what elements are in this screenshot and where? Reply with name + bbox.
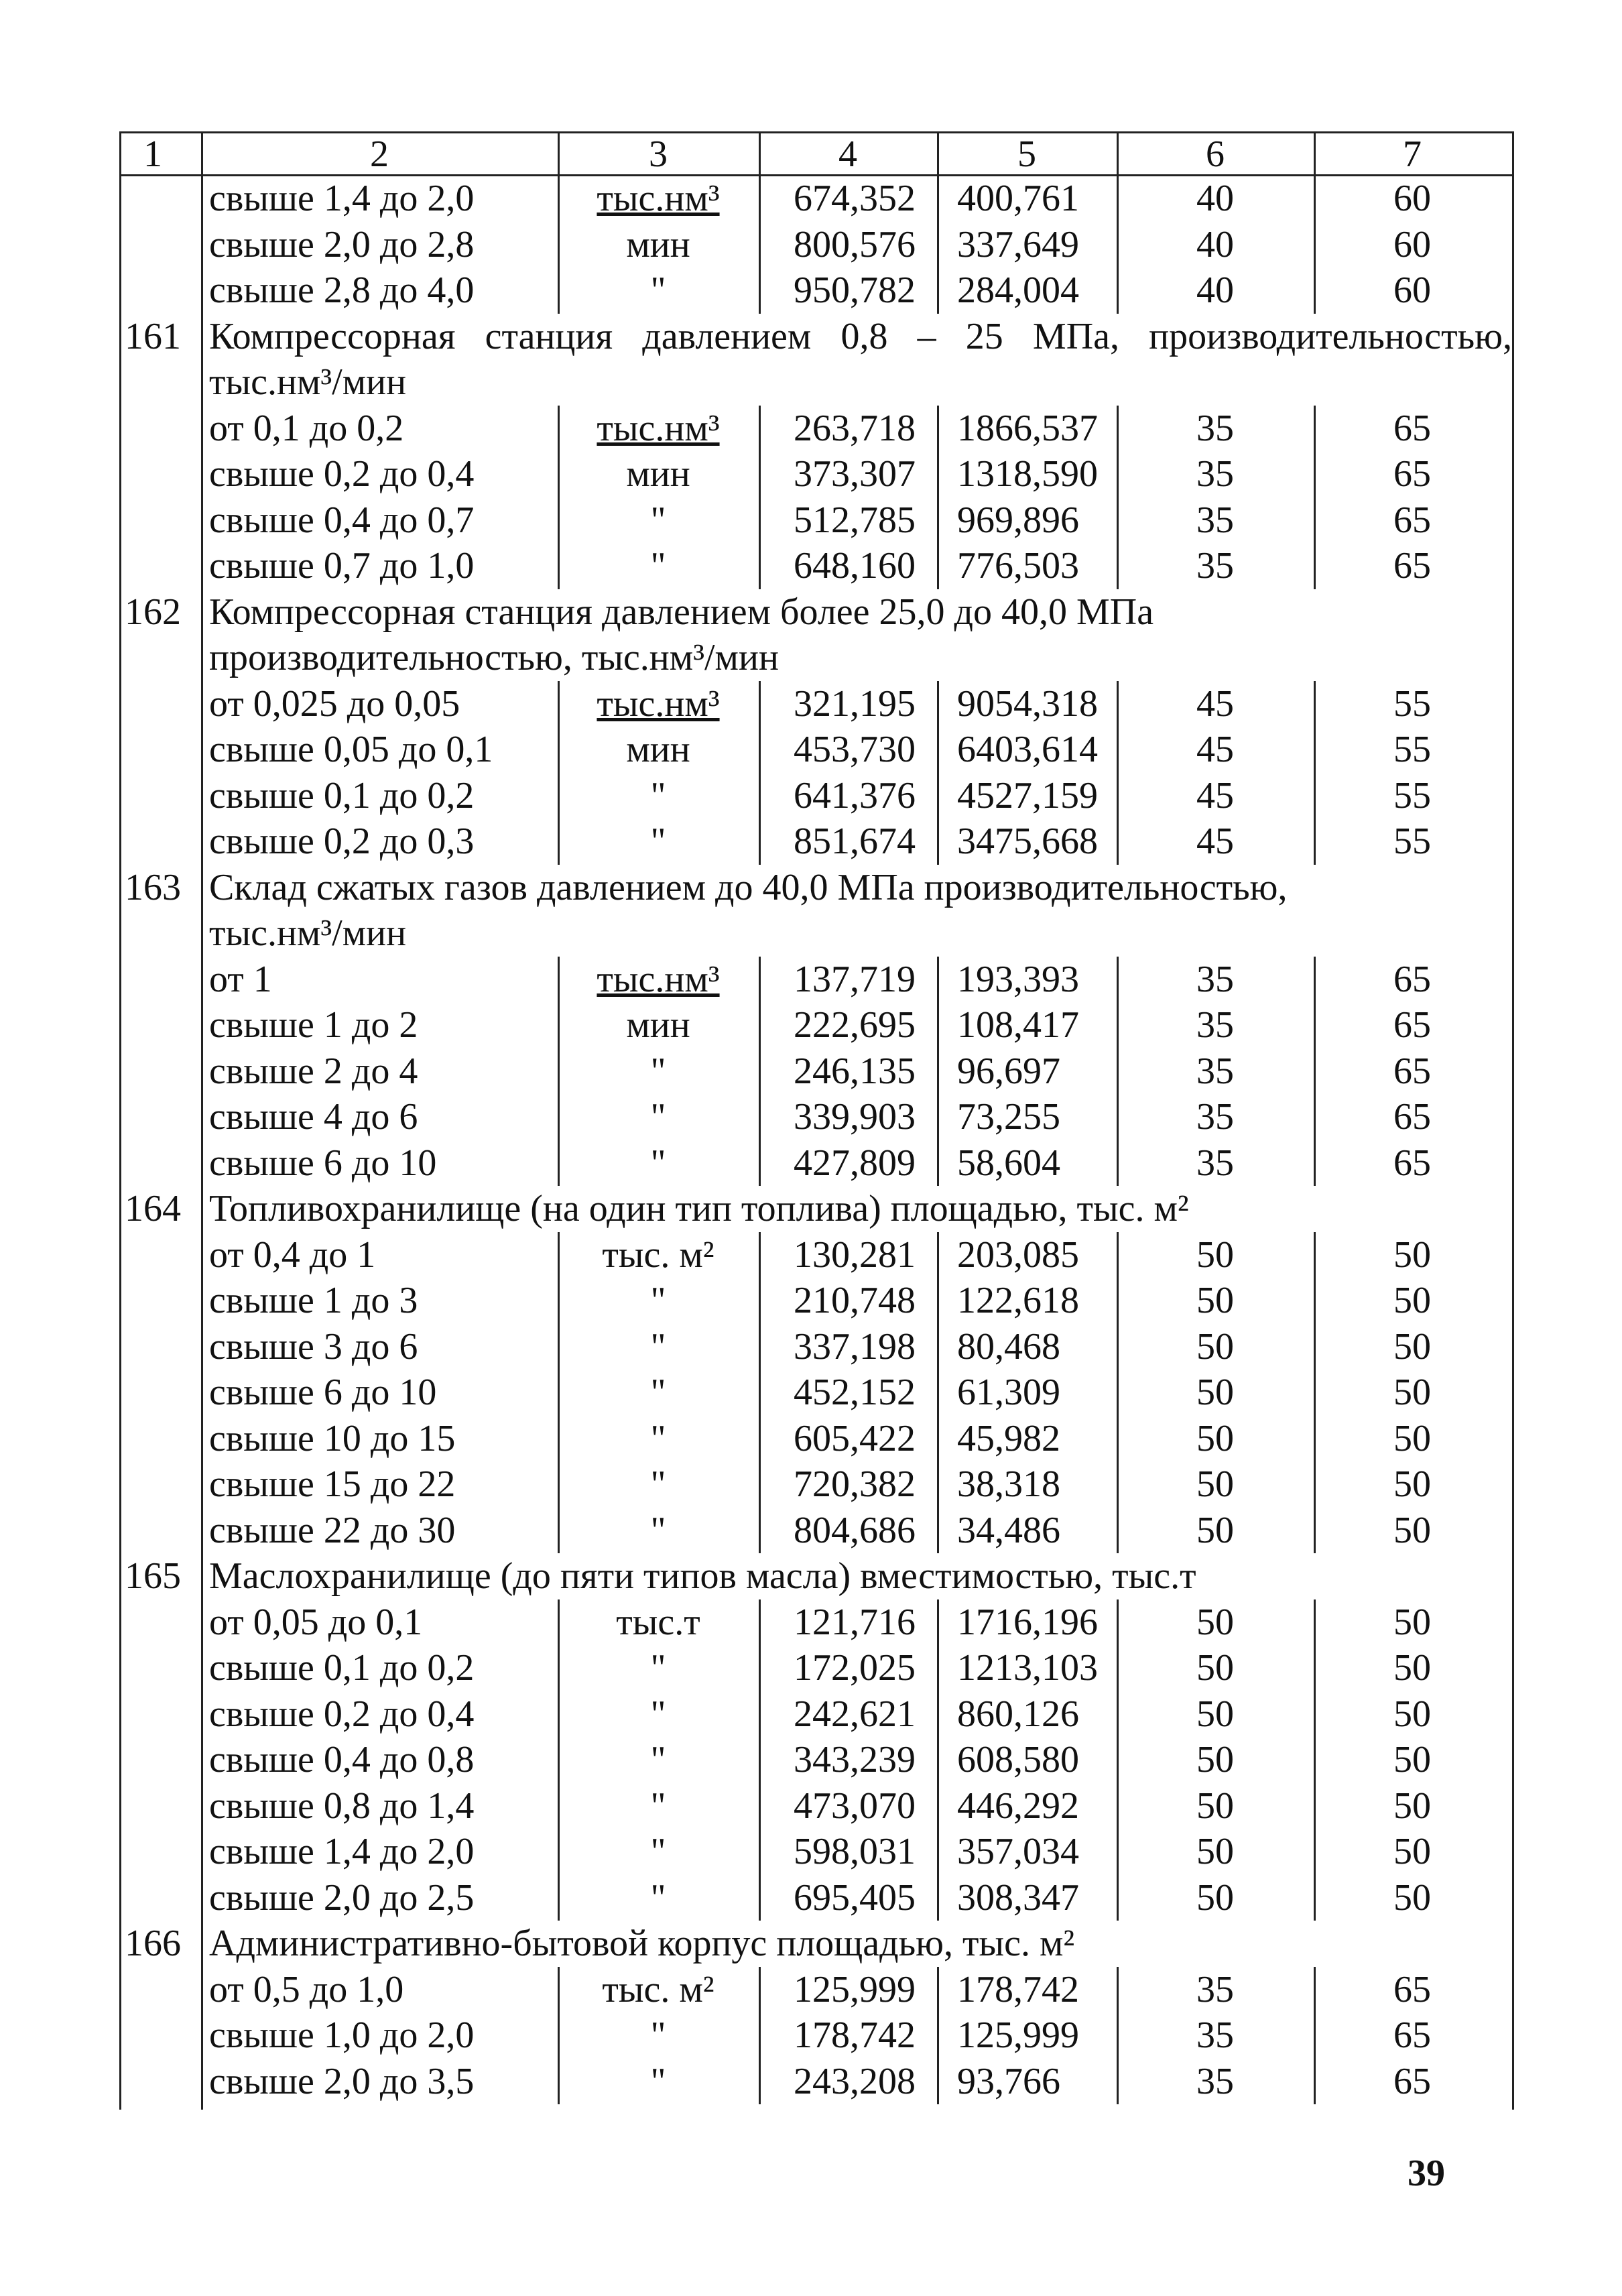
range-label: свыше 1 до 3 [209, 1280, 418, 1321]
value-col4: 121,716 [794, 1601, 916, 1643]
value-col6: 40 [1196, 178, 1234, 219]
value-col5: 178,742 [957, 1968, 1079, 2010]
value-col6: 50 [1196, 1417, 1234, 1459]
column-rule [937, 957, 939, 1187]
range-label: свыше 0,1 до 0,2 [209, 1647, 475, 1689]
value-col5: 400,761 [957, 178, 1079, 219]
value-col6: 45 [1196, 729, 1234, 770]
value-col4: 641,376 [794, 774, 916, 817]
value-col7: 65 [1393, 407, 1431, 449]
column-rule [937, 681, 939, 865]
unit-label: мин [626, 223, 690, 265]
item-caption: Административно-бытовой корпус площадью, тыс. м² [209, 1923, 1075, 1964]
unit-label: тыс.нм³ [597, 178, 720, 219]
value-col5: 38,318 [957, 1463, 1060, 1505]
value-col7: 50 [1393, 1693, 1431, 1735]
range-label: от 0,05 до 0,1 [209, 1601, 423, 1643]
value-col4: 800,576 [794, 223, 916, 265]
value-col6: 50 [1196, 1739, 1234, 1780]
value-col7: 65 [1393, 958, 1431, 1000]
range-label: свыше 2,0 до 3,5 [209, 2060, 475, 2102]
column-header: 6 [1206, 133, 1225, 175]
value-col5: 608,580 [957, 1739, 1079, 1780]
value-col5: 58,604 [957, 1142, 1060, 1184]
value-col6: 35 [1196, 958, 1234, 1000]
value-col5: 6403,614 [957, 729, 1098, 770]
value-col4: 674,352 [794, 178, 916, 219]
value-col4: 321,195 [794, 682, 916, 725]
value-col5: 860,126 [957, 1693, 1079, 1735]
range-label: свыше 1,0 до 2,0 [209, 2014, 475, 2056]
range-label: свыше 1,4 до 2,0 [209, 178, 475, 219]
unit-label: " [650, 2060, 666, 2102]
item-caption-continued: тыс.нм³/мин [209, 361, 407, 403]
value-col7: 65 [1393, 1968, 1431, 2010]
value-col7: 65 [1393, 499, 1431, 541]
value-col4: 172,025 [794, 1647, 916, 1689]
range-label: свыше 2 до 4 [209, 1050, 418, 1092]
unit-label: " [650, 1509, 666, 1551]
unit-label: " [650, 1096, 666, 1138]
range-label: свыше 2,8 до 4,0 [209, 269, 475, 311]
value-col5: 776,503 [957, 545, 1079, 587]
unit-label: " [650, 1647, 666, 1689]
item-caption: Топливохранилище (на один тип топлива) площадью, тыс. м² [209, 1188, 1189, 1229]
value-col7: 50 [1393, 1463, 1431, 1505]
value-col5: 9054,318 [957, 682, 1098, 725]
column-header: 2 [370, 133, 389, 175]
range-label: свыше 22 до 30 [209, 1509, 456, 1551]
value-col4: 343,239 [794, 1739, 916, 1780]
value-col5: 45,982 [957, 1417, 1060, 1459]
unit-label: " [650, 545, 666, 587]
range-label: свыше 1 до 2 [209, 1004, 418, 1046]
value-col4: 373,307 [794, 453, 916, 495]
value-col6: 50 [1196, 1876, 1234, 1919]
value-col5: 969,896 [957, 499, 1079, 541]
value-col4: 452,152 [794, 1372, 916, 1413]
column-rule [937, 1967, 939, 2105]
value-col4: 242,621 [794, 1693, 916, 1735]
value-col6: 50 [1196, 1785, 1234, 1827]
value-col7: 50 [1393, 1831, 1431, 1872]
value-col5: 108,417 [957, 1004, 1079, 1046]
value-col7: 50 [1393, 1601, 1431, 1643]
item-number: 166 [125, 1923, 181, 1964]
range-label: свыше 15 до 22 [209, 1463, 456, 1505]
value-col4: 605,422 [794, 1417, 916, 1459]
value-col4: 695,405 [794, 1876, 916, 1919]
value-col5: 1318,590 [957, 453, 1098, 495]
range-label: свыше 10 до 15 [209, 1417, 456, 1459]
unit-label: " [650, 1142, 666, 1184]
value-col5: 203,085 [957, 1233, 1079, 1276]
value-col6: 45 [1196, 821, 1234, 862]
item-caption: Маслохранилище (до пяти типов масла) вместимостью, тыс.т [209, 1555, 1196, 1597]
value-col7: 60 [1393, 223, 1431, 265]
value-col7: 50 [1393, 1509, 1431, 1551]
item-number: 162 [125, 591, 181, 633]
value-col7: 50 [1393, 1739, 1431, 1780]
value-col4: 473,070 [794, 1785, 916, 1827]
value-col4: 178,742 [794, 2014, 916, 2056]
value-col5: 446,292 [957, 1785, 1079, 1827]
value-col4: 339,903 [794, 1096, 916, 1138]
range-label: свыше 6 до 10 [209, 1372, 437, 1413]
range-label: свыше 4 до 6 [209, 1096, 418, 1138]
value-col6: 35 [1196, 407, 1234, 449]
value-col5: 193,393 [957, 958, 1079, 1000]
value-col4: 804,686 [794, 1509, 916, 1551]
range-label: свыше 1,4 до 2,0 [209, 1831, 475, 1872]
value-col7: 65 [1393, 1004, 1431, 1046]
value-col6: 35 [1196, 2060, 1234, 2102]
value-col7: 65 [1393, 1050, 1431, 1092]
value-col4: 337,198 [794, 1325, 916, 1368]
range-label: от 0,4 до 1 [209, 1233, 376, 1276]
value-col7: 50 [1393, 1325, 1431, 1368]
unit-label: " [650, 774, 666, 817]
value-col7: 50 [1393, 1280, 1431, 1321]
value-col6: 35 [1196, 1142, 1234, 1184]
value-col5: 96,697 [957, 1050, 1060, 1092]
unit-label: " [650, 269, 666, 311]
value-col6: 50 [1196, 1463, 1234, 1505]
unit-label: тыс.нм³ [597, 407, 720, 449]
value-col7: 60 [1393, 178, 1431, 219]
value-col4: 427,809 [794, 1142, 916, 1184]
value-col5: 125,999 [957, 2014, 1079, 2056]
range-label: свыше 0,8 до 1,4 [209, 1785, 475, 1827]
value-col7: 50 [1393, 1372, 1431, 1413]
value-col5: 284,004 [957, 269, 1079, 311]
value-col6: 40 [1196, 269, 1234, 311]
value-col7: 55 [1393, 729, 1431, 770]
value-col5: 1716,196 [957, 1601, 1098, 1643]
column-rule [937, 1232, 939, 1554]
unit-label: " [650, 1050, 666, 1092]
value-col4: 130,281 [794, 1233, 916, 1276]
value-col4: 137,719 [794, 958, 916, 1000]
range-label: свыше 0,1 до 0,2 [209, 774, 475, 817]
unit-label: " [650, 2014, 666, 2056]
value-col5: 308,347 [957, 1876, 1079, 1919]
unit-label: " [650, 1463, 666, 1505]
value-col7: 65 [1393, 2014, 1431, 2056]
column-header: 1 [143, 133, 162, 175]
value-col6: 45 [1196, 682, 1234, 725]
value-col7: 65 [1393, 2060, 1431, 2102]
value-col6: 35 [1196, 1096, 1234, 1138]
value-col5: 73,255 [957, 1096, 1060, 1138]
value-col4: 263,718 [794, 407, 916, 449]
range-label: свыше 0,7 до 1,0 [209, 545, 475, 587]
range-label: свыше 2,0 до 2,8 [209, 223, 475, 265]
value-col7: 50 [1393, 1233, 1431, 1276]
item-caption-continued: производительностью, тыс.нм³/мин [209, 637, 779, 678]
column-header: 5 [1017, 133, 1036, 175]
unit-label: тыс.т [616, 1601, 700, 1643]
item-caption-continued: тыс.нм³/мин [209, 912, 407, 954]
range-label: от 0,5 до 1,0 [209, 1968, 404, 2010]
value-col6: 50 [1196, 1647, 1234, 1689]
value-col5: 337,649 [957, 223, 1079, 265]
unit-label: тыс. м² [602, 1233, 714, 1276]
value-col6: 35 [1196, 499, 1234, 541]
value-col4: 222,695 [794, 1004, 916, 1046]
value-col6: 50 [1196, 1372, 1234, 1413]
item-caption: Компрессорная станция давлением 0,8 – 25 МПа, производительностью, [209, 315, 1512, 357]
unit-label: " [650, 1831, 666, 1872]
value-col6: 50 [1196, 1233, 1234, 1276]
value-col7: 50 [1393, 1647, 1431, 1689]
item-number: 165 [125, 1555, 181, 1597]
value-col7: 55 [1393, 682, 1431, 725]
value-col6: 35 [1196, 1050, 1234, 1092]
value-col7: 50 [1393, 1876, 1431, 1919]
right-border-rule [1512, 176, 1514, 2110]
value-col7: 65 [1393, 453, 1431, 495]
value-col4: 512,785 [794, 499, 916, 541]
unit-label: мин [626, 729, 690, 770]
value-col4: 453,730 [794, 729, 916, 770]
value-col6: 50 [1196, 1280, 1234, 1321]
number-column-rule [201, 176, 203, 2110]
column-header: 3 [649, 133, 668, 175]
unit-label: " [650, 1876, 666, 1919]
value-col6: 50 [1196, 1831, 1234, 1872]
value-col4: 950,782 [794, 269, 916, 311]
range-label: свыше 0,05 до 0,1 [209, 729, 493, 770]
unit-label: мин [626, 1004, 690, 1046]
value-col6: 35 [1196, 1004, 1234, 1046]
value-col7: 50 [1393, 1417, 1431, 1459]
page-number: 39 [1408, 2153, 1445, 2194]
unit-label: тыс.нм³ [597, 682, 720, 725]
unit-label: " [650, 821, 666, 862]
value-col5: 4527,159 [957, 774, 1098, 817]
value-col6: 50 [1196, 1601, 1234, 1643]
range-label: от 0,025 до 0,05 [209, 682, 460, 725]
range-label: от 1 [209, 958, 272, 1000]
range-label: свыше 0,2 до 0,4 [209, 453, 475, 495]
value-col7: 60 [1393, 269, 1431, 311]
value-col7: 65 [1393, 1142, 1431, 1184]
unit-label: " [650, 1280, 666, 1321]
value-col4: 243,208 [794, 2060, 916, 2102]
value-col5: 357,034 [957, 1831, 1079, 1872]
left-border-rule [119, 176, 121, 2110]
column-header: 7 [1403, 133, 1422, 175]
unit-label: тыс.нм³ [597, 958, 720, 1000]
range-label: свыше 0,4 до 0,7 [209, 499, 475, 541]
column-header: 4 [838, 133, 857, 175]
value-col5: 80,468 [957, 1325, 1060, 1368]
value-col5: 3475,668 [957, 821, 1098, 862]
range-label: свыше 6 до 10 [209, 1142, 437, 1184]
value-col4: 720,382 [794, 1463, 916, 1505]
range-label: свыше 0,2 до 0,4 [209, 1693, 475, 1735]
range-label: свыше 2,0 до 2,5 [209, 1876, 475, 1919]
unit-label: " [650, 1417, 666, 1459]
value-col5: 1213,103 [957, 1647, 1098, 1689]
value-col5: 122,618 [957, 1280, 1079, 1321]
range-label: свыше 3 до 6 [209, 1325, 418, 1368]
value-col7: 65 [1393, 1096, 1431, 1138]
unit-label: " [650, 1785, 666, 1827]
unit-label: " [650, 1372, 666, 1413]
value-col4: 125,999 [794, 1968, 916, 2010]
value-col4: 851,674 [794, 821, 916, 862]
range-label: свыше 0,4 до 0,8 [209, 1739, 475, 1780]
item-number: 164 [125, 1188, 181, 1229]
value-col7: 65 [1393, 545, 1431, 587]
value-col5: 34,486 [957, 1509, 1060, 1551]
unit-label: " [650, 1739, 666, 1780]
range-label: свыше 0,2 до 0,3 [209, 821, 475, 862]
value-col6: 45 [1196, 774, 1234, 817]
value-col4: 648,160 [794, 545, 916, 587]
unit-label: " [650, 1693, 666, 1735]
unit-label: " [650, 499, 666, 541]
column-rule [937, 1599, 939, 1921]
value-col4: 598,031 [794, 1831, 916, 1872]
item-number: 161 [125, 315, 181, 357]
value-col6: 35 [1196, 1968, 1234, 2010]
column-rule [937, 406, 939, 589]
value-col5: 61,309 [957, 1372, 1060, 1413]
item-number: 163 [125, 866, 181, 908]
value-col6: 50 [1196, 1509, 1234, 1551]
value-col6: 50 [1196, 1693, 1234, 1735]
value-col5: 1866,537 [957, 407, 1098, 449]
value-col6: 35 [1196, 2014, 1234, 2056]
column-rule [937, 176, 939, 314]
value-col6: 35 [1196, 453, 1234, 495]
item-caption: Склад сжатых газов давлением до 40,0 МПа производительностью, [209, 866, 1288, 908]
value-col6: 35 [1196, 545, 1234, 587]
value-col4: 210,748 [794, 1280, 916, 1321]
item-caption: Компрессорная станция давлением более 25,0 до 40,0 МПа [209, 591, 1154, 633]
unit-label: мин [626, 453, 690, 495]
value-col7: 50 [1393, 1785, 1431, 1827]
value-col7: 55 [1393, 774, 1431, 817]
header-column-rule [1512, 131, 1514, 176]
value-col6: 40 [1196, 223, 1234, 265]
value-col4: 246,135 [794, 1050, 916, 1092]
unit-label: тыс. м² [602, 1968, 714, 2010]
value-col6: 50 [1196, 1325, 1234, 1368]
value-col7: 55 [1393, 821, 1431, 862]
range-label: от 0,1 до 0,2 [209, 407, 404, 449]
value-col5: 93,766 [957, 2060, 1060, 2102]
unit-label: " [650, 1325, 666, 1368]
